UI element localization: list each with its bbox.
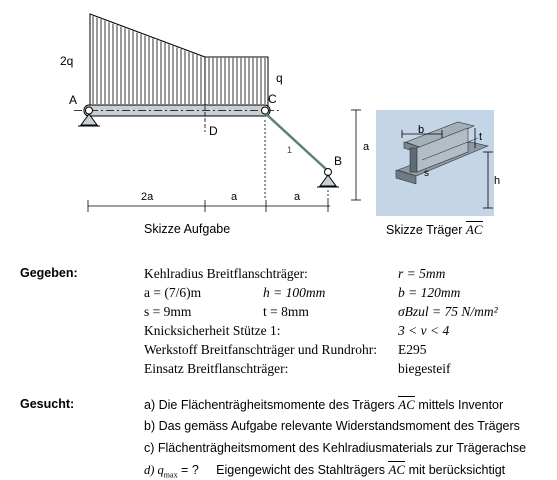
gesucht-item-d-post: mit berücksichtigt xyxy=(408,463,506,477)
caption-traeger-member: AC xyxy=(465,222,483,237)
gegeben-row-5-right: E295 xyxy=(398,342,427,357)
dim-a-1: a xyxy=(231,191,238,203)
gegeben-row-2-right: b = 120mm xyxy=(398,285,461,300)
gesucht-heading: Gesucht: xyxy=(20,397,75,411)
i-beam-sketch xyxy=(350,100,510,225)
gesucht-item-d-mid: = ? Eigengewicht des Stahlträgers xyxy=(177,463,385,477)
beam-sketch xyxy=(0,0,370,240)
gesucht-item-a-post: mittels Inventor xyxy=(418,398,504,412)
gesucht-item-d-pre: d) q xyxy=(144,463,164,477)
gesucht-item-d-member: AC xyxy=(388,462,406,477)
gesucht-item-b: b) Das gemäss Aufgabe relevante Widerstandsmoment des Trägers xyxy=(144,419,520,433)
gegeben-row-1-left: Kehlradius Breitflanschträger: xyxy=(144,266,308,281)
load-label-q: q xyxy=(276,71,283,85)
point-b-label: B xyxy=(334,154,343,168)
gesucht-item-c: c) Flächenträgheitsmoment des Kehlradiusmaterials zur Trägerachse xyxy=(144,441,527,455)
point-c-label: C xyxy=(268,92,277,106)
caption-skizze-traeger xyxy=(386,222,483,238)
gegeben-row-6-right: biegesteif xyxy=(398,361,451,376)
i-beam-dim-a: a xyxy=(363,141,370,153)
gegeben-row-2-left: a = (7/6)m xyxy=(144,285,202,300)
strut-label: 1 xyxy=(287,145,293,155)
gegeben-row-3-mid: t = 8mm xyxy=(263,304,309,319)
gegeben-row-4-left: Knicksicherheit Stütze 1: xyxy=(144,323,281,338)
load-label-2q: 2q xyxy=(60,54,74,68)
support-b xyxy=(317,169,339,188)
gegeben-row-4-right: 3 < ν < 4 xyxy=(398,323,450,338)
gegeben-row-2-mid: h = 100mm xyxy=(263,285,326,300)
gegeben-row-6-left: Einsatz Breitflanschträger: xyxy=(144,361,289,376)
point-d-label: D xyxy=(209,124,218,138)
gesucht-item-d-sub: max xyxy=(163,470,178,480)
i-beam-dim-s: s xyxy=(424,168,429,179)
gesucht-item-d xyxy=(144,462,505,480)
gegeben-row-5-left: Werkstoff Breitfanschträger und Rundrohr: xyxy=(144,342,377,357)
gegeben-heading: Gegeben: xyxy=(20,266,78,280)
dim-2a: 2a xyxy=(141,191,154,203)
distributed-load xyxy=(90,14,268,112)
joint-c xyxy=(262,107,269,114)
gegeben-row-1-right: r = 5mm xyxy=(398,266,446,281)
dim-a-2: a xyxy=(294,191,301,203)
caption-skizze-aufgabe: Skizze Aufgabe xyxy=(144,222,231,236)
i-beam-dim-b: b xyxy=(418,124,425,136)
i-beam-dim-h: h xyxy=(494,175,501,187)
gegeben-row-3-right: σBzul = 75 N/mm² xyxy=(398,304,498,319)
gegeben-row-3-left: s = 9mm xyxy=(144,304,192,319)
caption-traeger-prefix: Skizze Träger xyxy=(386,223,463,237)
gesucht-item-a xyxy=(144,397,503,413)
i-beam-dim-t: t xyxy=(479,131,483,143)
gesucht-item-a-member: AC xyxy=(398,397,415,412)
point-a-label: A xyxy=(69,93,78,107)
strut-1 xyxy=(266,114,327,170)
gesucht-item-a-text: a) Die Flächenträgheitsmomente des Trägers xyxy=(144,398,395,412)
